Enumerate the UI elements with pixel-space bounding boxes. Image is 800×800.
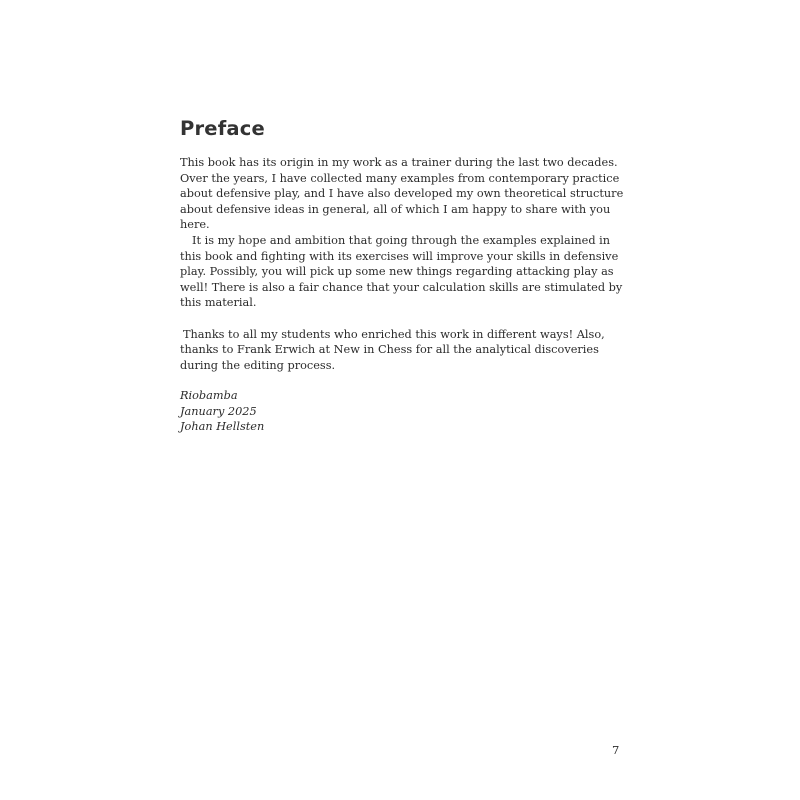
- text-line: this material.: [180, 296, 257, 310]
- signoff-date: January 2025: [180, 404, 257, 418]
- text-line: Thanks to all my students who enriched this work in different ways! Also,: [183, 327, 605, 341]
- text-line: here.: [180, 218, 210, 232]
- text-line: play. Possibly, you will pick up some new things regarding attacking play as: [180, 265, 614, 279]
- paragraph-1: [180, 155, 624, 233]
- text-line: thanks to Frank Erwich at New in Chess for all the analytical discoveries: [180, 343, 599, 357]
- signoff-author: Johan Hellsten: [180, 420, 265, 434]
- page-title: Preface: [180, 117, 265, 140]
- text-line: about defensive play, and I have also developed my own theoretical structure: [180, 187, 624, 201]
- text-line: during the editing process.: [180, 358, 336, 372]
- text-line: It is my hope and ambition that going through the examples explained in: [192, 233, 611, 247]
- text-line: this book and fighting with its exercises will improve your skills in defensive: [180, 249, 619, 263]
- text-line: Over the years, I have collected many examples from contemporary practice: [180, 171, 620, 185]
- text-line: about defensive ideas in general, all of which I am happy to share with you: [180, 202, 611, 216]
- signoff-place: Riobamba: [180, 389, 238, 402]
- text-line: This book has its origin in my work as a trainer during the last two decades.: [180, 156, 618, 169]
- paragraph-spacer: [180, 311, 620, 327]
- signoff-block: [180, 388, 264, 435]
- page-number: 7: [612, 743, 620, 757]
- paragraph-2: [180, 233, 623, 311]
- text-line: well! There is also a fair chance that your calculation skills are stimulated by: [180, 280, 623, 294]
- paragraph-3: [180, 327, 620, 374]
- preface-body: [180, 155, 624, 373]
